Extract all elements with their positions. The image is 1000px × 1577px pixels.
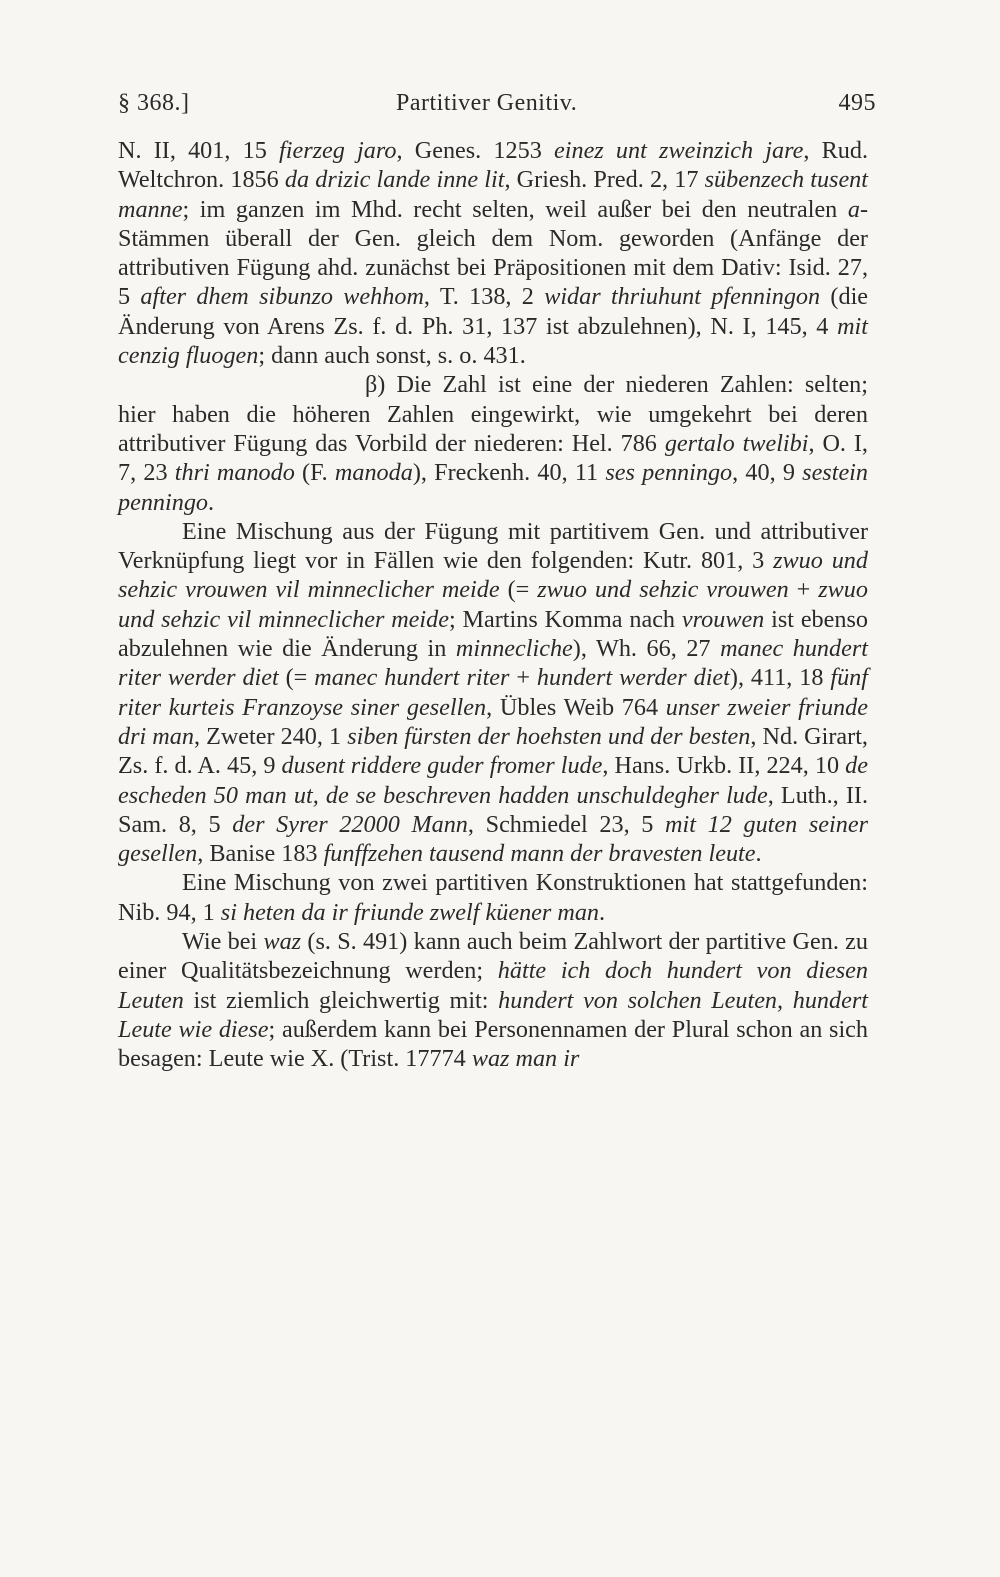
italic-citation: vrouwen <box>681 605 765 633</box>
text-run: , Banise 183 <box>197 840 324 868</box>
italic-citation: zwuo und sehzic vrouwen vil minneclicher meide <box>118 547 868 604</box>
italic-citation: thri manodo <box>174 459 295 487</box>
text-run: (F. <box>294 459 335 487</box>
paragraph <box>118 868 868 927</box>
italic-citation: manec hundert riter <box>314 664 510 692</box>
italic-citation: fünf riter kurteis Franzoyse siner gesellen <box>118 664 868 721</box>
italic-citation: minnecliche <box>455 635 573 663</box>
italic-citation: funffzehen tausend mann der bravesten leute <box>323 840 756 868</box>
italic-citation: da drizic lande inne lit <box>284 166 505 194</box>
text-run: , Luth., II. Sam. 8, 5 <box>118 781 868 838</box>
text-run: , 40, 9 <box>732 459 803 487</box>
italic-citation: sübenzech tusent manne <box>118 166 869 223</box>
italic-citation: a <box>847 195 860 223</box>
text-run: , Hans. Urkb. II, 224, 10 <box>602 752 846 780</box>
text-run: (= <box>499 576 538 604</box>
paragraph <box>118 927 868 1073</box>
body-text <box>118 136 868 1074</box>
italic-citation: mit 12 guten seiner gesellen <box>118 810 868 868</box>
italic-citation: hätte ich doch hundert von diesen Leuten <box>118 957 869 1014</box>
text-run: ), Wh. 66, 27 <box>572 635 721 663</box>
italic-citation: ses penningo <box>605 459 733 487</box>
italic-citation: siben fürsten der hoehsten und der besten <box>347 722 751 750</box>
running-header <box>118 82 876 122</box>
paragraph <box>118 517 868 869</box>
text-run: (s. S. 491) kann auch beim Zahlwort der partitive Gen. zu einer Qualitätsbezeichnung werden; <box>118 928 868 985</box>
italic-citation: zwuo und sehzic vrouwen <box>537 576 789 604</box>
italic-citation: manoda <box>334 459 413 487</box>
text-run: ist ebenso abzulehnen wie die Änderung in <box>118 605 868 663</box>
italic-citation: zwuo und sehzic vil minneclicher meide <box>118 576 868 633</box>
text-run: Wie bei <box>182 928 264 956</box>
text-run: ; dann auch sonst, s. o. 431. <box>258 342 526 370</box>
italic-citation: der Syrer 22000 Mann <box>232 810 468 838</box>
text-run: (= <box>278 664 315 692</box>
book-page <box>118 82 876 1074</box>
italic-citation: mit cenzig fluogen <box>118 312 868 370</box>
text-run: ; Martins Komma nach <box>448 605 682 633</box>
text-run: -Stämmen überall der Gen. gleich dem Nom. geworden (Anfänge der attributiven Fügung ahd. zunächst bei Präpositionen mit dem Dativ: Isid. 27, 5 <box>118 195 868 311</box>
text-run: Eine Mischung von zwei partitiven Konstruktionen hat stattgefunden: Nib. 94, 1 <box>118 869 868 926</box>
text-run: , Genes. 1253 <box>396 137 555 164</box>
text-run: , Zweter 240, 1 <box>193 722 348 750</box>
italic-citation: einez unt zweinzich jare <box>554 137 804 164</box>
text-run: ), 411, 18 <box>729 664 831 692</box>
italic-citation: waz <box>263 928 302 956</box>
text-run: , Schmiedel 23, 5 <box>467 810 666 838</box>
italic-citation: waz man ir <box>471 1045 580 1073</box>
text-run: N. II, 401, 15 <box>118 137 280 164</box>
italic-citation: dusent riddere guder fromer lude <box>281 752 603 780</box>
text-run: ist ziemlich gleichwertig mit: <box>183 986 499 1014</box>
section-number: § 368.] <box>118 90 190 116</box>
text-run: , Nd. Girart, Zs. f. d. A. 45, 9 <box>118 722 868 780</box>
text-run: , Übles Weib 764 <box>486 693 666 721</box>
italic-citation: fierzeg jaro <box>279 137 397 164</box>
text-run: . <box>755 840 762 868</box>
text-run: , Griesh. Pred. 2, 17 <box>504 166 705 194</box>
text-run: + <box>788 576 819 604</box>
text-run: (die Änderung von Arens Zs. f. d. Ph. 31, 137 ist abzulehnen), N. I, 145, 4 <box>118 283 869 340</box>
italic-citation: hundert von solchen Leuten, hundert Leute wie diese <box>118 986 868 1043</box>
italic-citation: hundert werder diet <box>536 664 730 692</box>
text-run: + <box>509 664 537 692</box>
text-run: . <box>208 488 215 516</box>
italic-citation: widar thriuhunt pfenningon <box>544 283 821 311</box>
text-run: . <box>599 898 606 926</box>
italic-citation: si heten da ir friunde zwelf küener man <box>220 898 600 926</box>
text-run: , O. I, 7, 23 <box>118 429 868 487</box>
italic-citation: gertalo twelibi <box>664 429 809 457</box>
italic-citation: unser zweier friunde dri man <box>118 693 868 750</box>
text-run: , T. 138, 2 <box>423 283 545 311</box>
text-run: ; im ganzen im Mhd. recht selten, weil außer bei den neutralen <box>182 195 848 223</box>
italic-citation: de escheden 50 man ut, de se beschreven hadden unschuldegher lude <box>118 752 868 809</box>
paragraph <box>118 370 868 516</box>
running-title: Partitiver Genitiv. <box>396 90 578 116</box>
italic-citation: sestein penningo <box>118 459 868 516</box>
text-run: Eine Mischung aus der Fügung mit partitivem Gen. und attributiver Verknüpfung liegt vor in Fällen wie den folgenden: Kutr. 801, 3 <box>118 517 868 575</box>
text-run: β) Die Zahl ist eine der niederen Zahlen: selten; hier haben die höheren Zahlen eingewirkt, wie umgekehrt bei deren attributiver Fügung das Vorbild der niederen: Hel. 786 <box>118 371 868 457</box>
text-run: ), Freckenh. 40, 11 <box>412 459 606 487</box>
italic-citation: manec hundert riter werder diet <box>118 635 868 692</box>
page-number: 495 <box>838 90 876 116</box>
paragraph <box>118 136 868 370</box>
text-run: , Rud. Weltchron. 1856 <box>118 137 868 194</box>
italic-citation: after dhem sibunzo wehhom <box>140 283 424 311</box>
text-run: ; außerdem kann bei Personennamen der Plural schon an sich besagen: Leute wie X. (Trist. 17774 <box>118 1015 869 1073</box>
